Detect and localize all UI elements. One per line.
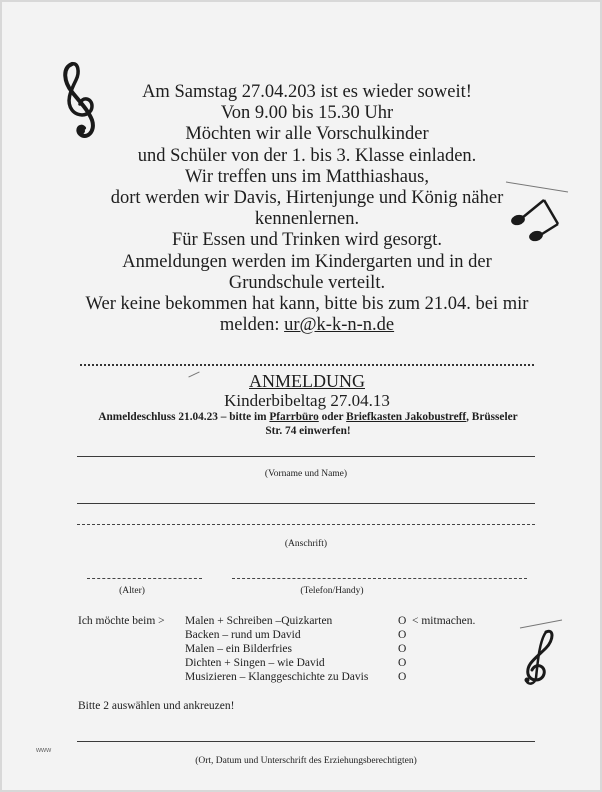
- deadline-place-pfarrbuero: Pfarrbüro: [269, 411, 319, 423]
- options-lead: Ich möchte beim >: [78, 615, 165, 627]
- option-label: Backen – rund um David: [185, 629, 301, 641]
- intro-line: Möchten wir alle Vorschulkinder: [185, 124, 429, 145]
- address-field-line-2[interactable]: [77, 524, 535, 525]
- intro-line: dort werden wir Davis, Hirtenjunge und König näher: [110, 188, 504, 209]
- option-label: Malen – ein Bilderfries: [185, 643, 292, 655]
- option-checkbox[interactable]: O: [398, 615, 407, 627]
- deadline-place-briefkasten: Briefkasten Jakobustreff: [346, 411, 467, 423]
- intro-line: Für Essen und Trinken wird gesorgt.: [172, 230, 442, 251]
- form-title: ANMELDUNG: [249, 371, 365, 391]
- intro-line: Wer keine bekommen hat kann, bitte bis zum 21.04. bei mir: [85, 294, 529, 315]
- intro-line: Am Samstag 27.04.203 ist es wieder soweit!: [142, 82, 472, 102]
- option-label: Musizieren – Klanggeschichte zu Davis: [185, 671, 369, 683]
- intro-line: kennenlernen.: [254, 209, 360, 230]
- phone-caption: (Telefon/Handy): [300, 586, 364, 596]
- treble-clef-icon: [512, 618, 564, 688]
- contact-prefix: melden:: [219, 315, 285, 336]
- invitation-text: [62, 82, 552, 336]
- contact-line: [62, 315, 552, 336]
- address-caption: (Anschrift): [284, 539, 328, 549]
- name-field-line[interactable]: [77, 456, 535, 457]
- deadline-address: Str. 74 einwerfen!: [265, 425, 351, 437]
- address-field-line-1[interactable]: [77, 503, 535, 504]
- age-field-line[interactable]: [87, 578, 202, 579]
- watermark-text: www: [36, 747, 52, 754]
- intro-line: Anmeldungen werden im Kindergarten und in der: [122, 251, 492, 272]
- options-note: < mitmachen.: [412, 615, 476, 627]
- intro-line: und Schüler von der 1. bis 3. Klasse einladen.: [137, 145, 477, 166]
- signature-caption: (Ort, Datum und Unterschrift des Erziehungsberechtigten): [195, 756, 417, 766]
- option-checkbox[interactable]: O: [398, 671, 407, 683]
- deadline-text: Anmeldeschluss 21.04.23 – bitte im: [98, 411, 270, 423]
- form-subtitle: Kinderbibeltag 27.04.13: [224, 391, 390, 410]
- name-caption: (Vorname und Name): [264, 469, 348, 479]
- age-caption: (Alter): [119, 586, 145, 596]
- option-checkbox[interactable]: O: [398, 629, 407, 641]
- option-checkbox[interactable]: O: [398, 643, 407, 655]
- deadline-text: , Brüsseler: [466, 411, 518, 423]
- deadline-notice: [68, 410, 548, 438]
- contact-email-link[interactable]: ur@k-k-n-n.de: [284, 315, 395, 336]
- signature-field-line[interactable]: [77, 741, 535, 742]
- option-checkbox[interactable]: O: [398, 657, 407, 669]
- intro-line: Wir treffen uns im Matthiashaus,: [185, 166, 429, 187]
- option-label: Malen + Schreiben –Quizkarten: [185, 615, 333, 627]
- intro-line: Von 9.00 bis 15.30 Uhr: [220, 103, 394, 124]
- phone-field-line[interactable]: [232, 578, 527, 579]
- intro-line: Grundschule verteilt.: [228, 272, 386, 293]
- cut-line-divider: [80, 364, 534, 366]
- option-label: Dichten + Singen – wie David: [185, 657, 325, 669]
- selection-instruction: Bitte 2 auswählen und ankreuzen!: [78, 700, 235, 712]
- deadline-text: oder: [318, 411, 347, 423]
